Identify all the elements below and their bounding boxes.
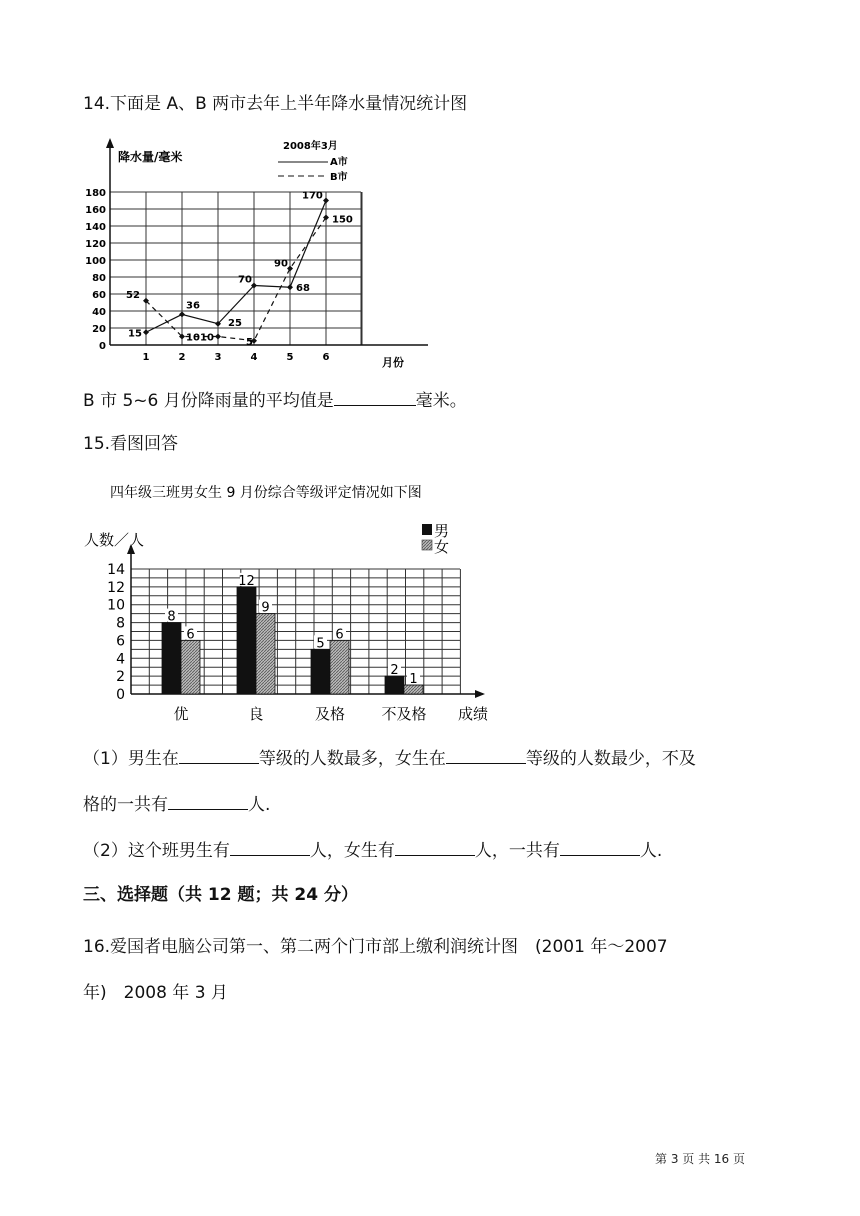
data-label: 25 (228, 317, 242, 329)
legend-swatch-female (422, 540, 432, 550)
q14-question (83, 387, 467, 413)
x-tick-label: 2 (178, 352, 186, 363)
page-footer: 第 3 页 共 16 页 (655, 1152, 745, 1166)
q15-blank-5[interactable] (395, 837, 475, 856)
x-tick-label: 5 (286, 352, 294, 363)
rainfall-line-chart (78, 130, 438, 375)
x-axis-label: 成绩 (458, 705, 489, 723)
y-tick-label: 60 (92, 290, 106, 301)
bar-value-label: 6 (335, 627, 344, 643)
q15-text: 人，女生有 (309, 841, 395, 861)
q15-text: 等级的人数最少，不及 (525, 749, 696, 769)
q15-part2 (83, 837, 662, 863)
x-tick-label: 6 (322, 352, 330, 363)
q15-blank-4[interactable] (230, 837, 310, 856)
q14-title: 14.下面是 A、B 两市去年上半年降水量情况统计图 (83, 94, 468, 114)
q15-part1-line1 (83, 745, 696, 771)
chart-title: 四年级三班男女生 9 月份综合等级评定情况如下图 (110, 485, 422, 501)
q14-question-prefix: B 市 5~6 月份降雨量的平均值是 (83, 391, 334, 411)
q15-blank-1[interactable] (179, 745, 259, 764)
data-label: 90 (274, 258, 288, 270)
data-label: 70 (238, 274, 252, 286)
bar-female (256, 614, 275, 694)
bar-value-label: 2 (390, 663, 399, 679)
data-label: 170 (302, 190, 323, 202)
y-tick-label: 40 (92, 307, 106, 318)
q16-line1: 16.爱国者电脑公司第一、第二两个门市部上缴利润统计图 (2001 年～2007 (83, 937, 668, 957)
q15-text: 人. (639, 841, 663, 861)
data-label: 10 (186, 332, 200, 344)
q15-blank-6[interactable] (560, 837, 640, 856)
data-label: 68 (296, 283, 310, 295)
y-tick-label: 180 (85, 188, 106, 199)
bar-value-label: 6 (186, 627, 195, 643)
y-tick-label: 20 (92, 324, 106, 335)
legend-label-male: 男 (434, 522, 450, 540)
data-point (287, 284, 293, 290)
y-tick-label: 100 (85, 256, 106, 267)
y-tick-label: 10 (107, 597, 125, 614)
data-point (323, 198, 329, 204)
legend-swatch-male (422, 524, 432, 535)
legend-label-female: 女 (434, 538, 450, 556)
y-tick-label: 14 (107, 562, 125, 578)
data-label: 36 (186, 300, 200, 312)
bar-male (237, 587, 256, 694)
q15-text: 人，一共有 (474, 841, 560, 861)
y-tick-label: 140 (85, 222, 106, 233)
bar-male (385, 676, 404, 694)
x-category-label: 良 (248, 705, 264, 723)
q15-text: 人. (248, 795, 271, 815)
q15-blank-2[interactable] (446, 745, 526, 764)
x-axis-label: 月份 (382, 356, 404, 369)
legend-date-note: 2008年3月 (283, 141, 338, 152)
q15-blank-3[interactable] (168, 791, 248, 810)
data-label: 52 (126, 289, 140, 301)
q14-question-suffix: 毫米。 (415, 391, 467, 411)
y-tick-label: 120 (85, 239, 106, 250)
q15-text: 等级的人数最多，女生在 (258, 749, 446, 769)
y-tick-label: 8 (116, 615, 125, 632)
data-label: 5 (246, 336, 253, 348)
legend-label-a: A市 (330, 157, 348, 168)
series-line-a (146, 201, 326, 333)
q16-line2: 年) 2008 年 3 月 (83, 983, 228, 1003)
q15-title: 15.看图回答 (83, 434, 179, 454)
bar-female (330, 640, 349, 694)
q15-text: （1）男生在 (83, 749, 179, 769)
y-axis-label: 降水量/毫米 (118, 150, 183, 164)
data-point (143, 329, 149, 335)
x-category-label: 不及格 (381, 705, 427, 723)
bar-female (181, 640, 200, 694)
data-label: 150 (332, 214, 353, 226)
bar-male (162, 623, 181, 694)
x-tick-label: 4 (250, 352, 258, 363)
data-point (215, 334, 221, 340)
bar-value-label: 5 (316, 636, 325, 652)
q15-text: （2）这个班男生有 (83, 841, 230, 861)
bar-value-label: 9 (261, 600, 270, 616)
y-tick-label: 6 (116, 633, 125, 650)
x-tick-label: 1 (142, 352, 150, 363)
x-category-label: 及格 (314, 705, 346, 723)
x-category-label: 优 (173, 705, 189, 723)
bar-male (311, 649, 330, 694)
grades-bar-chart (78, 478, 498, 728)
bar-value-label: 1 (409, 672, 418, 688)
legend-label-b: B市 (330, 172, 348, 183)
q15-part1-line2 (83, 791, 270, 817)
y-tick-label: 2 (116, 669, 125, 686)
data-point (179, 311, 185, 317)
y-tick-label: 0 (99, 341, 106, 352)
q15-text: 格的一共有 (83, 795, 168, 815)
bar-value-label: 8 (167, 609, 176, 625)
y-tick-label: 4 (116, 651, 125, 668)
y-axis-label: 人数／人 (84, 531, 145, 549)
q14-answer-blank[interactable] (334, 387, 416, 406)
y-tick-label: 160 (85, 205, 106, 216)
x-axis-arrow (475, 690, 485, 698)
data-label: 10 (200, 332, 214, 344)
y-axis-arrow (106, 138, 114, 148)
section-heading: 三、选择题（共 12 题；共 24 分） (83, 885, 358, 905)
bar-value-label: 12 (238, 573, 255, 589)
y-tick-label: 80 (92, 273, 106, 284)
y-tick-label: 12 (107, 579, 125, 596)
data-label: 15 (128, 328, 142, 340)
x-tick-label: 3 (214, 352, 222, 363)
y-tick-label: 0 (116, 687, 125, 703)
